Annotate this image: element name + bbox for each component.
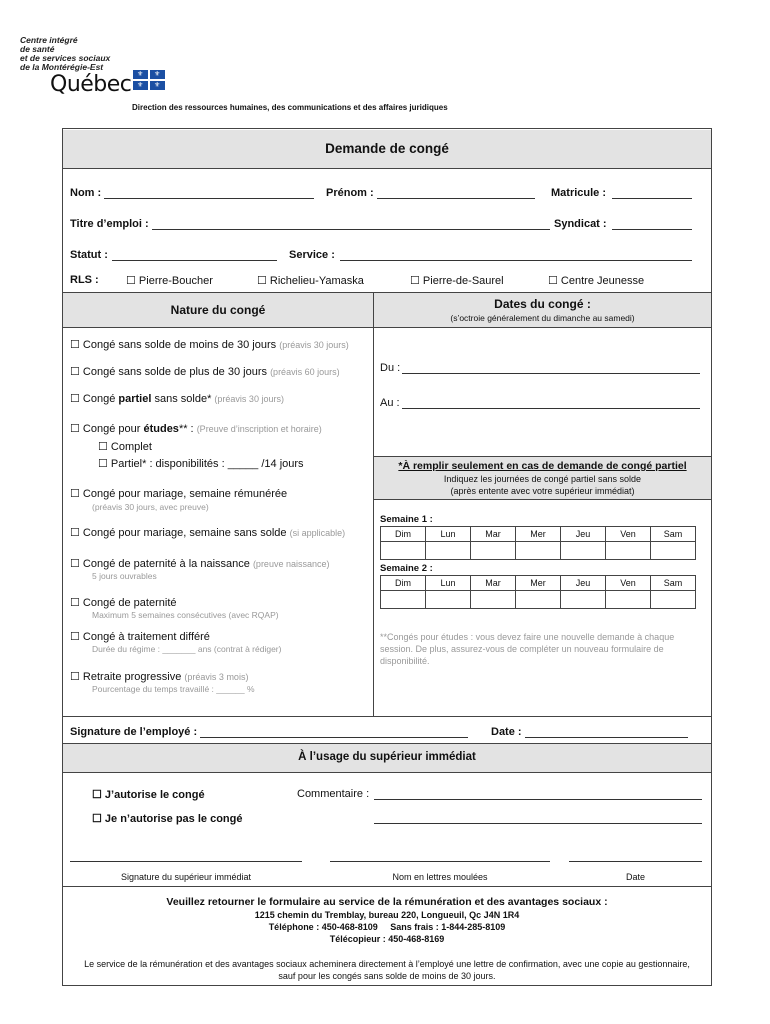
paternite-naissance-note: 5 jours ouvrables bbox=[92, 571, 157, 581]
day-cell[interactable] bbox=[606, 591, 651, 609]
commentaire-field[interactable] bbox=[374, 799, 702, 800]
day-cell[interactable] bbox=[426, 542, 471, 560]
organization-name bbox=[20, 36, 110, 72]
rls-option-pierre-de-saurel[interactable]: ☐ Pierre-de-Saurel bbox=[410, 275, 504, 287]
semaine-1-label: Semaine 1 : bbox=[380, 514, 433, 525]
signature-superieur-field[interactable] bbox=[70, 861, 302, 862]
etudes-note: **Congés pour études : vous devez faire une nouvelle demande à chaque session. De plus, assurez-vous de compléter un nouveau formulaire de disponibilité. bbox=[380, 632, 675, 666]
org-line-4: de la Montérégie-Est bbox=[20, 62, 104, 72]
matricule-label: Matricule : bbox=[551, 187, 607, 199]
day-cell[interactable] bbox=[561, 542, 606, 560]
autorise-pas-checkbox[interactable]: ☐ Je n’autorise pas le congé bbox=[92, 813, 243, 825]
commentaire-label: Commentaire : bbox=[297, 788, 370, 800]
day-cell[interactable] bbox=[651, 542, 696, 560]
mariage-remuneree-checkbox[interactable]: ☐ Congé pour mariage, semaine rémunérée bbox=[70, 488, 288, 500]
titre-emploi-label: Titre d’emploi : bbox=[70, 218, 149, 230]
day-header: Ven bbox=[606, 527, 651, 542]
day-header: Lun bbox=[426, 576, 471, 591]
day-header: Jeu bbox=[561, 576, 606, 591]
day-cell[interactable] bbox=[471, 591, 516, 609]
nom-label: Nom : bbox=[70, 187, 102, 199]
date-superieur-label: Date bbox=[625, 872, 645, 882]
signature-employe-label: Signature de l’employé : bbox=[70, 726, 198, 738]
day-header: Dim bbox=[381, 576, 426, 591]
semaine-2-table bbox=[380, 575, 696, 609]
nom-lettres-label: Nom en lettres moulées bbox=[392, 872, 488, 882]
conge-plus-30-checkbox[interactable]: ☐ Congé sans solde de plus de 30 jours (préavis 60 jours) bbox=[70, 366, 340, 378]
rls-option-pierre-boucher[interactable]: ☐ Pierre-Boucher bbox=[126, 275, 213, 287]
org-line-1: Centre intégré bbox=[20, 35, 78, 45]
direction-subtitle: Direction des ressources humaines, des communications et des affaires juridiques bbox=[132, 103, 448, 112]
semaine-1-table bbox=[380, 526, 696, 560]
service-field[interactable] bbox=[340, 260, 692, 261]
du-field[interactable] bbox=[402, 373, 700, 374]
day-header: Mer bbox=[516, 576, 561, 591]
footer-title: Veuillez retourner le formulaire au service de la rémunération et des avantages sociaux : bbox=[166, 896, 608, 908]
retraite-progressive-note: Pourcentage du temps travaillé : ______ % bbox=[92, 684, 255, 694]
day-header: Mer bbox=[516, 527, 561, 542]
rls-label: RLS : bbox=[70, 274, 99, 286]
date-label: Date : bbox=[491, 726, 522, 738]
org-line-3: et de services sociaux bbox=[20, 53, 111, 63]
paternite-naissance-checkbox[interactable]: ☐ Congé de paternité à la naissance (preuve naissance) bbox=[70, 558, 330, 570]
day-cell[interactable] bbox=[561, 591, 606, 609]
traitement-differe-note: Durée du régime : _______ ans (contrat à rédiger) bbox=[92, 644, 282, 654]
day-cell[interactable] bbox=[471, 542, 516, 560]
rls-option-centre-jeunesse[interactable]: ☐ Centre Jeunesse bbox=[548, 275, 645, 287]
statut-label: Statut : bbox=[70, 249, 108, 261]
etudes-partiel-checkbox[interactable]: ☐ Partiel* : disponibilités : _____ /14 jours bbox=[98, 458, 304, 470]
footer-fax: Télécopieur : 450-468-8169 bbox=[329, 934, 445, 944]
partial-line-1: Indiquez les journées de congé partiel sans solde bbox=[443, 474, 642, 484]
paternite-checkbox[interactable]: ☐ Congé de paternité bbox=[70, 597, 177, 609]
footer-address: 1215 chemin du Tremblay, bureau 220, Longueuil, Qc J4N 1R4 bbox=[254, 910, 520, 920]
conge-moins-30-checkbox[interactable]: ☐ Congé sans solde de moins de 30 jours (préavis 30 jours) bbox=[70, 339, 349, 351]
au-field[interactable] bbox=[402, 408, 700, 409]
au-label: Au : bbox=[380, 397, 400, 409]
traitement-differe-checkbox[interactable]: ☐ Congé à traitement différé bbox=[70, 631, 210, 643]
nature-title: Nature du congé bbox=[170, 303, 266, 317]
nom-field[interactable] bbox=[104, 198, 314, 199]
prenom-label: Prénom : bbox=[326, 187, 374, 199]
date-superieur-field[interactable] bbox=[569, 861, 702, 862]
service-label: Service : bbox=[289, 249, 335, 261]
day-cell[interactable] bbox=[516, 591, 561, 609]
org-line-2: de santé bbox=[20, 44, 55, 54]
matricule-field[interactable] bbox=[612, 198, 692, 199]
statut-field[interactable] bbox=[112, 260, 277, 261]
day-cell[interactable] bbox=[426, 591, 471, 609]
dates-subtitle: (s’octroie généralement du dimanche au samedi) bbox=[450, 313, 635, 323]
mariage-sans-solde-checkbox[interactable]: ☐ Congé pour mariage, semaine sans solde (si applicable) bbox=[70, 527, 346, 539]
day-cell[interactable] bbox=[651, 591, 696, 609]
signature-employe-field[interactable] bbox=[200, 737, 468, 738]
syndicat-label: Syndicat : bbox=[554, 218, 607, 230]
du-label: Du : bbox=[380, 362, 401, 374]
date-field[interactable] bbox=[525, 737, 688, 738]
autorise-checkbox[interactable]: ☐ J’autorise le congé bbox=[92, 789, 205, 801]
mariage-remuneree-note: (préavis 30 jours, avec preuve) bbox=[92, 502, 209, 512]
quebec-logo-text: Québec bbox=[50, 72, 132, 97]
syndicat-field[interactable] bbox=[612, 229, 692, 230]
semaine-2-label: Semaine 2 : bbox=[380, 563, 433, 574]
day-header: Jeu bbox=[561, 527, 606, 542]
footer-telephone: Téléphone : 450-468-8109 Sans frais : 1-844-285-8109 bbox=[268, 922, 506, 932]
day-header: Dim bbox=[381, 527, 426, 542]
dates-title: Dates du congé : bbox=[494, 297, 591, 311]
day-header: Sam bbox=[651, 527, 696, 542]
commentaire-field-2[interactable] bbox=[374, 823, 702, 824]
day-cell[interactable] bbox=[516, 542, 561, 560]
rls-option-richelieu-yamaska[interactable]: ☐ Richelieu-Yamaska bbox=[257, 275, 364, 287]
signature-superieur-label: Signature du supérieur immédiat bbox=[120, 872, 252, 882]
day-cell[interactable] bbox=[381, 542, 426, 560]
prenom-field[interactable] bbox=[377, 198, 535, 199]
conge-etudes-checkbox[interactable]: ☐ Congé pour études** : (Preuve d’inscription et horaire) bbox=[70, 423, 322, 435]
day-header: Sam bbox=[651, 576, 696, 591]
day-cell[interactable] bbox=[606, 542, 651, 560]
retraite-progressive-checkbox[interactable]: ☐ Retraite progressive (préavis 3 mois) bbox=[70, 671, 249, 683]
superieur-title: À l’usage du supérieur immédiat bbox=[298, 751, 476, 763]
day-header: Lun bbox=[426, 527, 471, 542]
nom-lettres-field[interactable] bbox=[330, 861, 550, 862]
etudes-complet-checkbox[interactable]: ☐ Complet bbox=[98, 441, 152, 453]
quebec-flag-icon: ⚜ ⚜ ⚜ ⚜ bbox=[133, 70, 165, 90]
partial-line-2: (après entente avec votre supérieur immédiat) bbox=[450, 486, 635, 496]
day-header: Mar bbox=[471, 576, 516, 591]
day-cell[interactable] bbox=[381, 591, 426, 609]
titre-emploi-field[interactable] bbox=[152, 229, 550, 230]
day-header: Mar bbox=[471, 527, 516, 542]
conge-partiel-checkbox[interactable]: ☐ Congé partiel sans solde* (préavis 30 jours) bbox=[70, 393, 284, 405]
day-header: Ven bbox=[606, 576, 651, 591]
footer-note: Le service de la rémunération et des avantages sociaux acheminera directement à l’employé une lettre de confirmation, avec une copie au gestionnaire, sauf pour les congés sans solde de moins de 30 jours. bbox=[84, 959, 690, 981]
form-title: Demande de congé bbox=[63, 130, 711, 169]
paternite-note: Maximum 5 semaines consécutives (avec RQAP) bbox=[92, 610, 279, 620]
partial-title: *À remplir seulement en cas de demande de congé partiel bbox=[398, 460, 687, 472]
